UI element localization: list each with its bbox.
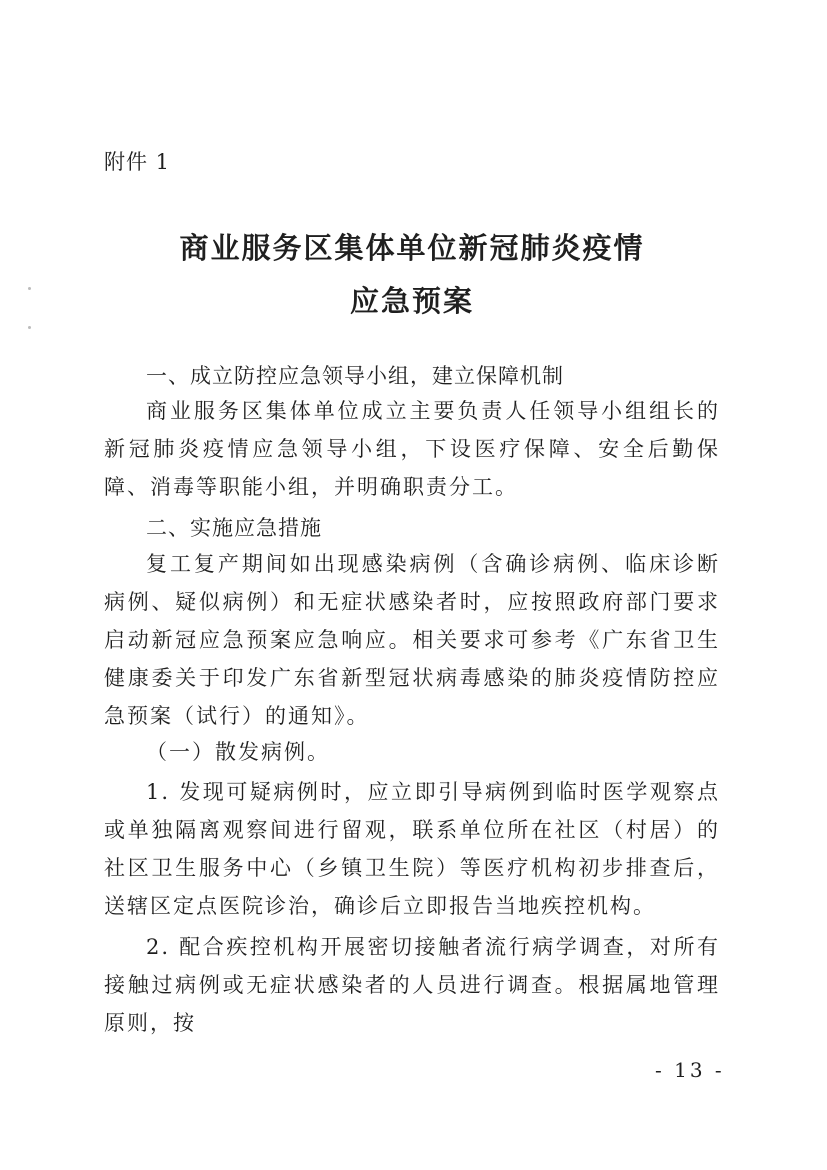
section-body-2: 复工复产期间如出现感染病例（含确诊病例、临床诊断病例、疑似病例）和无症状感染者时，应按照政府部门要求启动新冠应急预案应急响应。相关要求可参考《广东省卫生健康委关于印发广东省新型冠状病毒感染的肺炎疫情防控应急预案（试行）的通知》。 [104,552,720,728]
attachment-label: 附件 1 [104,150,171,174]
scan-mark [28,287,31,290]
document-title-line2: 应急预案 [349,284,474,318]
list-item-2: 2. 配合疾控机构开展密切接触者流行病学调查，对所有接触过病例或无症状感染者的人员进行调查。根据属地管理原则，按 [104,935,720,1035]
list-item-1: 1. 发现可疑病例时，应立即引导病例到临时医学观察点或单独隔离观察间进行留观，联系单位所在社区（村居）的社区卫生服务中心（乡镇卫生院）等医疗机构初步排查后，送辖区定点医院诊治，确诊后立即报告当地疾控机构。 [104,780,720,918]
section-heading-1: 一、成立防控应急领导小组，建立保障机制 [146,364,564,388]
section-heading-2: 二、实施应急措施 [146,516,322,540]
subsection-heading-1: （一）散发病例。 [146,740,330,764]
scan-mark [28,326,31,329]
page-number: - 13 - [655,1058,725,1082]
section-body-1: 商业服务区集体单位成立主要负责人任领导小组组长的新冠肺炎疫情应急领导小组，下设医疗保障、安全后勤保障、消毒等职能小组，并明确职责分工。 [104,399,720,499]
document-title-line1: 商业服务区集体单位新冠肺炎疫情 [179,231,645,265]
